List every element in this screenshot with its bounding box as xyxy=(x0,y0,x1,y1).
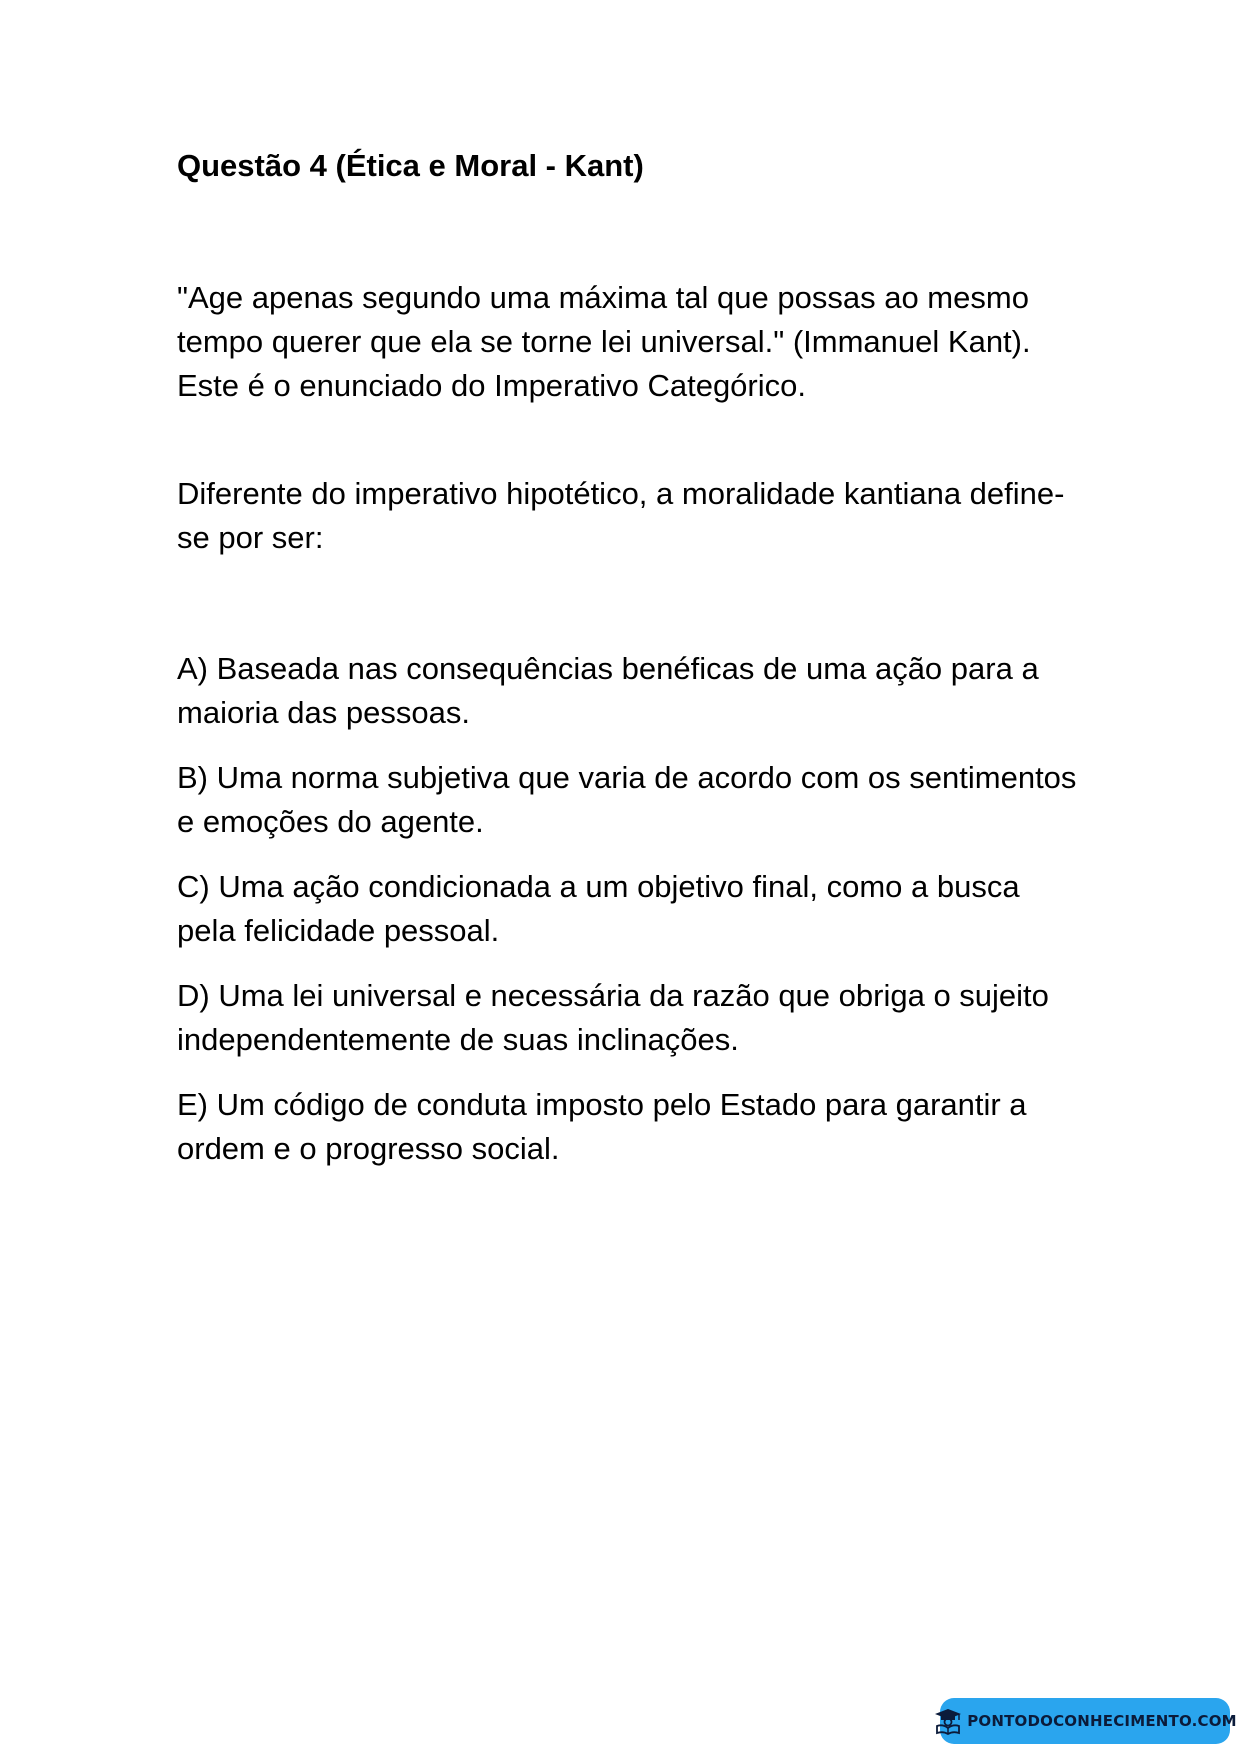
option-d: D) Uma lei universal e necessária da razão que obriga o sujeito independentemente de suas inclinações. xyxy=(177,978,1049,1057)
option-a: A) Baseada nas consequências benéficas de uma ação para a maioria das pessoas. xyxy=(177,651,1039,730)
option-e: E) Um código de conduta imposto pelo Estado para garantir a ordem e o progresso social. xyxy=(177,1087,1027,1166)
option-c: C) Uma ação condicionada a um objetivo final, como a busca pela felicidade pessoal. xyxy=(177,869,1020,948)
option-b: B) Uma norma subjetiva que varia de acordo com os sentimentos e emoções do agente. xyxy=(177,760,1077,839)
graduate-reader-icon xyxy=(933,1706,963,1736)
badge-text: PONTODOCONHECIMENTO.COM xyxy=(967,1712,1237,1730)
quote-paragraph: "Age apenas segundo uma máxima tal que possas ao mesmo tempo querer que ela se torne lei universal." (Immanuel Kant). Este é o enunciado do Imperativo Categórico. xyxy=(177,280,1031,403)
site-badge[interactable] xyxy=(940,1698,1237,1744)
question-title: Questão 4 (Ética e Moral - Kant) xyxy=(177,148,644,183)
question-prompt: Diferente do imperativo hipotético, a moralidade kantiana define-se por ser: xyxy=(177,476,1065,555)
